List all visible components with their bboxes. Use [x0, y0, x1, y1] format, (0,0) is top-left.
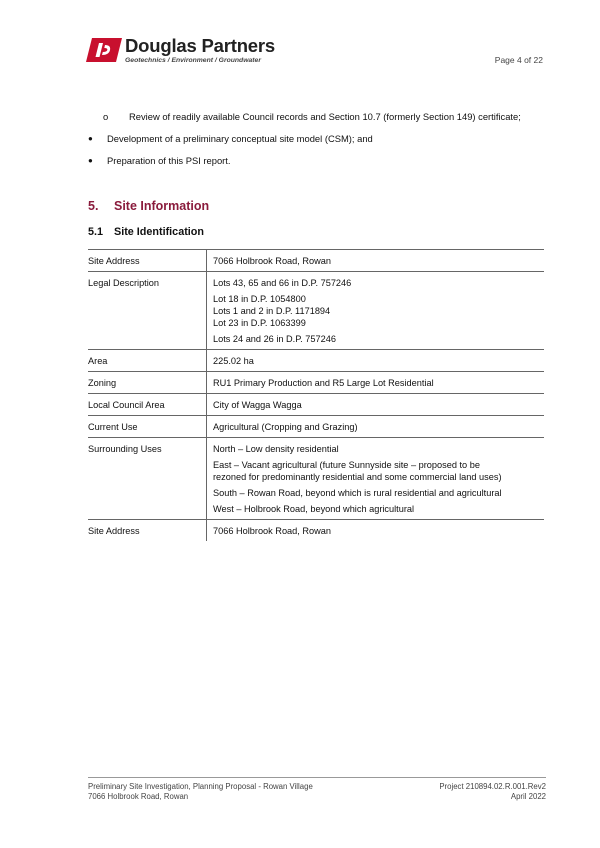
row-label: Area — [88, 350, 207, 372]
value-line: Lots 24 and 26 in D.P. 757246 — [213, 334, 336, 344]
bullet-text: Preparation of this PSI report. — [107, 155, 231, 166]
value-line: South – Rowan Road, beyond which is rural residential and agricultural — [213, 488, 502, 498]
value-line: 7066 Holbrook Road, Rowan — [213, 526, 331, 536]
row-value — [207, 350, 545, 372]
table-row — [88, 250, 544, 272]
table-row — [88, 520, 544, 542]
row-label: Current Use — [88, 416, 207, 438]
section-heading — [88, 199, 209, 213]
douglas-partners-logo-icon — [86, 38, 122, 62]
value-line: 225.02 ha — [213, 356, 254, 366]
section-title: Site Information — [114, 199, 210, 213]
value-line: RU1 Primary Production and R5 Large Lot Residential — [213, 378, 434, 388]
company-tagline: Geotechnics / Environment / Groundwater — [125, 57, 261, 64]
row-label: Zoning — [88, 372, 207, 394]
section-number: 5. — [88, 199, 99, 213]
bullet-marker: ● — [88, 134, 93, 143]
table-row — [88, 350, 544, 372]
table-row — [88, 372, 544, 394]
footer-report-title: Preliminary Site Investigation, Planning Proposal - Rowan Village — [88, 782, 313, 791]
bullet-text: Development of a preliminary conceptual site model (CSM); and — [107, 133, 373, 144]
row-label: Surrounding Uses — [88, 438, 207, 520]
value-line: Agricultural (Cropping and Grazing) — [213, 422, 358, 432]
row-label: Site Address — [88, 250, 207, 272]
subsection-heading — [88, 226, 204, 238]
row-value — [207, 272, 545, 350]
table-row — [88, 416, 544, 438]
site-identification-table — [88, 249, 544, 541]
value-line: North – Low density residential — [213, 444, 339, 454]
bullet-marker: ● — [88, 156, 93, 165]
bullet-text: Review of readily available Council records and Section 10.7 (formerly Section 149) certificate; — [129, 111, 521, 122]
company-name: Douglas Partners — [125, 35, 275, 56]
footer-right — [439, 782, 546, 802]
list-item — [88, 111, 558, 123]
list-item — [88, 133, 558, 145]
bullet-list — [88, 111, 558, 177]
value-line: City of Wagga Wagga — [213, 400, 302, 410]
table-row — [88, 438, 544, 520]
footer-site-address: 7066 Holbrook Road, Rowan — [88, 792, 189, 801]
value-line: Lots 1 and 2 in D.P. 1171894 — [213, 306, 331, 316]
row-value — [207, 250, 545, 272]
row-value — [207, 520, 545, 542]
subsection-number: 5.1 — [88, 226, 104, 238]
row-value — [207, 372, 545, 394]
table-row — [88, 272, 544, 350]
footer-left — [88, 782, 313, 802]
value-line: Lots 43, 65 and 66 in D.P. 757246 — [213, 278, 352, 288]
list-item — [88, 155, 558, 167]
row-value — [207, 438, 545, 520]
subsection-title: Site Identification — [114, 226, 204, 238]
bullet-marker: o — [103, 111, 109, 122]
value-line: 7066 Holbrook Road, Rowan — [213, 256, 331, 266]
company-logo — [86, 35, 275, 65]
page-number: Page 4 of 22 — [494, 55, 543, 65]
footer-date: April 2022 — [510, 792, 546, 801]
row-label: Legal Description — [88, 272, 207, 350]
value-line: Lot 18 in D.P. 1054800 — [213, 294, 306, 304]
value-line: rezoned for predominantly residential and some commercial land uses) — [213, 472, 502, 482]
footer-divider — [88, 777, 546, 778]
row-value — [207, 416, 545, 438]
row-label: Local Council Area — [88, 394, 207, 416]
value-line: East – Vacant agricultural (future Sunnyside site – proposed to be — [213, 460, 480, 470]
value-line: Lot 23 in D.P. 1063399 — [213, 318, 306, 328]
table-row — [88, 394, 544, 416]
row-value — [207, 394, 545, 416]
footer-project-number: Project 210894.02.R.001.Rev2 — [439, 782, 546, 791]
row-label: Site Address — [88, 520, 207, 542]
value-line: West – Holbrook Road, beyond which agricultural — [213, 504, 415, 514]
